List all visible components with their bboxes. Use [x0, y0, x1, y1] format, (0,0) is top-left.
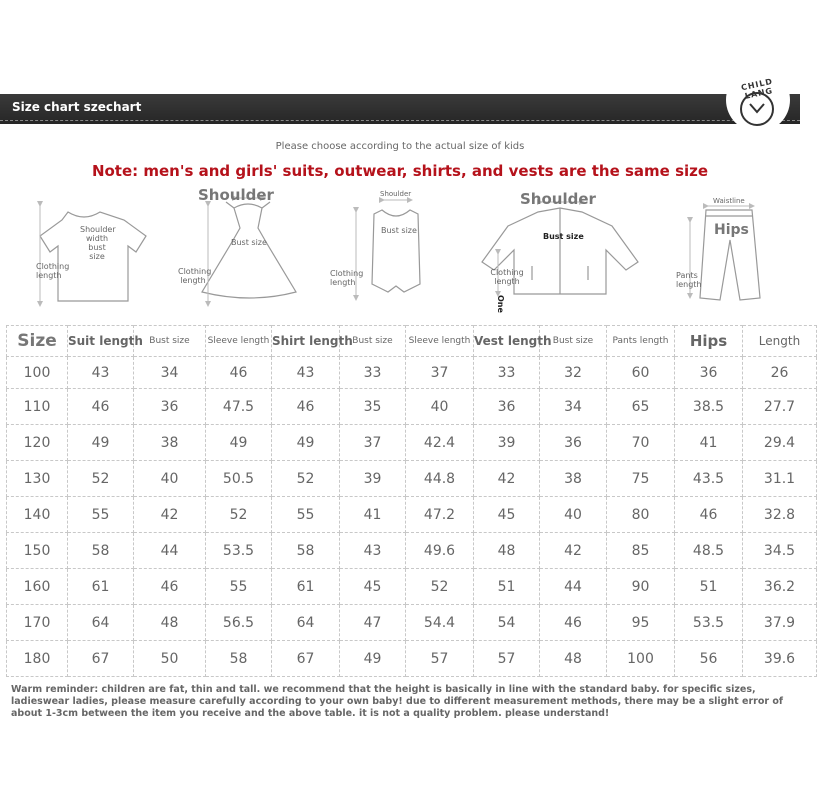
col-header: Size [7, 326, 68, 357]
table-cell: 70 [607, 425, 675, 461]
table-cell: 120 [7, 425, 68, 461]
table-cell: 43 [340, 533, 406, 569]
table-cell: 39.6 [743, 641, 817, 677]
table-cell: 47.2 [406, 497, 474, 533]
table-body [7, 357, 817, 677]
table-cell: 90 [607, 569, 675, 605]
table-cell: 29.4 [743, 425, 817, 461]
table-cell: 54 [474, 605, 540, 641]
table-cell: 100 [7, 357, 68, 389]
table-cell: 45 [474, 497, 540, 533]
table-cell: 38 [540, 461, 607, 497]
tshirt-side-label: Clothing length [36, 262, 70, 280]
table-cell: 26 [743, 357, 817, 389]
table-cell: 39 [340, 461, 406, 497]
table-row [7, 569, 817, 605]
table-cell: 51 [675, 569, 743, 605]
table-cell: 32.8 [743, 497, 817, 533]
jacket-inner-label: Bust size [543, 232, 584, 241]
pants-inner-label: Hips [714, 222, 749, 238]
table-cell: 27.7 [743, 389, 817, 425]
table-cell: 40 [406, 389, 474, 425]
table-cell: 52 [272, 461, 340, 497]
table-cell: 41 [675, 425, 743, 461]
dress-icon [202, 202, 296, 298]
table-row [7, 461, 817, 497]
table-row [7, 425, 817, 461]
table-cell: 60 [607, 357, 675, 389]
table-cell: 50.5 [206, 461, 272, 497]
table-cell: 47 [340, 605, 406, 641]
table-row [7, 605, 817, 641]
table-cell: 55 [68, 497, 134, 533]
table-cell: 160 [7, 569, 68, 605]
dress-top-label: Shoulder [198, 186, 274, 204]
table-cell: 36 [540, 425, 607, 461]
table-cell: 46 [540, 605, 607, 641]
table-cell: 34 [134, 357, 206, 389]
pants-side-label: Pants length [676, 271, 702, 289]
table-cell: 46 [272, 389, 340, 425]
romper-side-label: Clothing length [330, 269, 364, 287]
table-cell: 43.5 [675, 461, 743, 497]
garment-illustrations [0, 180, 800, 320]
table-cell: 55 [272, 497, 340, 533]
table-cell: 44 [540, 569, 607, 605]
table-cell: 46 [134, 569, 206, 605]
col-header: Sleeve length [406, 326, 474, 357]
table-cell: 43 [68, 357, 134, 389]
table-cell: 42.4 [406, 425, 474, 461]
table-cell: 80 [607, 497, 675, 533]
jacket-side-label: Clothing length [490, 268, 524, 286]
table-cell: 49 [340, 641, 406, 677]
table-cell: 53.5 [206, 533, 272, 569]
table-cell: 56 [675, 641, 743, 677]
table-cell: 42 [134, 497, 206, 533]
table-cell: 58 [272, 533, 340, 569]
table-cell: 40 [134, 461, 206, 497]
brand-badge [726, 68, 790, 132]
table-cell: 64 [68, 605, 134, 641]
col-header: Bust size [540, 326, 607, 357]
jacket-top-label: Shoulder [520, 190, 596, 208]
table-row [7, 641, 817, 677]
romper-icon [372, 210, 420, 292]
table-cell: 64 [272, 605, 340, 641]
table-cell: 130 [7, 461, 68, 497]
table-cell: 61 [68, 569, 134, 605]
table-cell: 56.5 [206, 605, 272, 641]
table-cell: 39 [474, 425, 540, 461]
table-cell: 49 [272, 425, 340, 461]
table-cell: 110 [7, 389, 68, 425]
dress-inner-label: Bust size [231, 238, 267, 247]
pants-top-label: Waistline [713, 197, 745, 205]
table-cell: 100 [607, 641, 675, 677]
table-cell: 49 [206, 425, 272, 461]
col-header: Shirt length [272, 326, 340, 357]
header-banner [0, 94, 800, 124]
dress-side-label: Clothing length [178, 267, 212, 285]
table-cell: 36 [474, 389, 540, 425]
table-cell: 32 [540, 357, 607, 389]
table-cell: 85 [607, 533, 675, 569]
table-cell: 33 [474, 357, 540, 389]
table-cell: 53.5 [675, 605, 743, 641]
table-cell: 51 [474, 569, 540, 605]
brand-name: CHILD LANG [740, 76, 774, 101]
chevron-down-icon [740, 92, 774, 126]
table-cell: 36 [134, 389, 206, 425]
table-cell: 67 [68, 641, 134, 677]
col-header: Length [743, 326, 817, 357]
table-cell: 61 [272, 569, 340, 605]
col-header: Bust size [134, 326, 206, 357]
jacket-extra-label: One [496, 295, 505, 313]
table-cell: 43 [272, 357, 340, 389]
table-cell: 57 [406, 641, 474, 677]
table-cell: 54.4 [406, 605, 474, 641]
table-cell: 57 [474, 641, 540, 677]
col-header: Vest length [474, 326, 540, 357]
table-cell: 95 [607, 605, 675, 641]
table-row [7, 497, 817, 533]
table-cell: 50 [134, 641, 206, 677]
col-header: Bust size [340, 326, 406, 357]
table-cell: 37 [406, 357, 474, 389]
table-cell: 34.5 [743, 533, 817, 569]
tshirt-inner-label: Shoulder width bust size [80, 225, 116, 261]
table-cell: 34 [540, 389, 607, 425]
col-header: Hips [675, 326, 743, 357]
table-cell: 46 [675, 497, 743, 533]
table-cell: 180 [7, 641, 68, 677]
table-cell: 55 [206, 569, 272, 605]
banner-title: Size chart szechart [12, 100, 142, 114]
table-cell: 40 [540, 497, 607, 533]
table-cell: 52 [406, 569, 474, 605]
table-cell: 36 [675, 357, 743, 389]
table-cell: 33 [340, 357, 406, 389]
subtitle: Please choose according to the actual size of kids [275, 141, 525, 152]
table-cell: 67 [272, 641, 340, 677]
table-row [7, 533, 817, 569]
table-cell: 49.6 [406, 533, 474, 569]
table-row [7, 389, 817, 425]
table-cell: 44.8 [406, 461, 474, 497]
table-cell: 48.5 [675, 533, 743, 569]
table-cell: 38.5 [675, 389, 743, 425]
table-cell: 48 [134, 605, 206, 641]
romper-top-label: Shoulder [380, 190, 412, 198]
table-cell: 41 [340, 497, 406, 533]
table-cell: 46 [206, 357, 272, 389]
romper-inner-label: Bust size [381, 226, 417, 235]
table-header-row [7, 326, 817, 357]
stitch-line [0, 120, 800, 121]
table-cell: 46 [68, 389, 134, 425]
table-cell: 75 [607, 461, 675, 497]
table-cell: 36.2 [743, 569, 817, 605]
size-note: Note: men's and girls' suits, outwear, shirts, and vests are the same size [91, 162, 709, 180]
table-cell: 31.1 [743, 461, 817, 497]
table-cell: 38 [134, 425, 206, 461]
warm-reminder: Warm reminder: children are fat, thin and tall. we recommend that the height is basically in line with the standard baby. for specific sizes, ladieswear ladies, please measure carefully according to your own baby! due to different measurement methods, there may be a slight error of about 1-3cm between the item you receive and the above table. it is not a quality problem. please understand! [11, 684, 784, 719]
table-cell: 47.5 [206, 389, 272, 425]
table-cell: 48 [540, 641, 607, 677]
table-cell: 150 [7, 533, 68, 569]
col-header: Suit length [68, 326, 134, 357]
table-cell: 42 [474, 461, 540, 497]
table-cell: 37.9 [743, 605, 817, 641]
size-table [6, 325, 817, 677]
table-cell: 35 [340, 389, 406, 425]
table-cell: 42 [540, 533, 607, 569]
table-cell: 58 [68, 533, 134, 569]
table-cell: 140 [7, 497, 68, 533]
table-cell: 44 [134, 533, 206, 569]
table-cell: 65 [607, 389, 675, 425]
table-row [7, 357, 817, 389]
table-cell: 58 [206, 641, 272, 677]
table-cell: 170 [7, 605, 68, 641]
table-cell: 37 [340, 425, 406, 461]
table-cell: 48 [474, 533, 540, 569]
col-header: Pants length [607, 326, 675, 357]
table-cell: 49 [68, 425, 134, 461]
table-cell: 52 [68, 461, 134, 497]
col-header: Sleeve length [206, 326, 272, 357]
table-cell: 52 [206, 497, 272, 533]
table-cell: 45 [340, 569, 406, 605]
